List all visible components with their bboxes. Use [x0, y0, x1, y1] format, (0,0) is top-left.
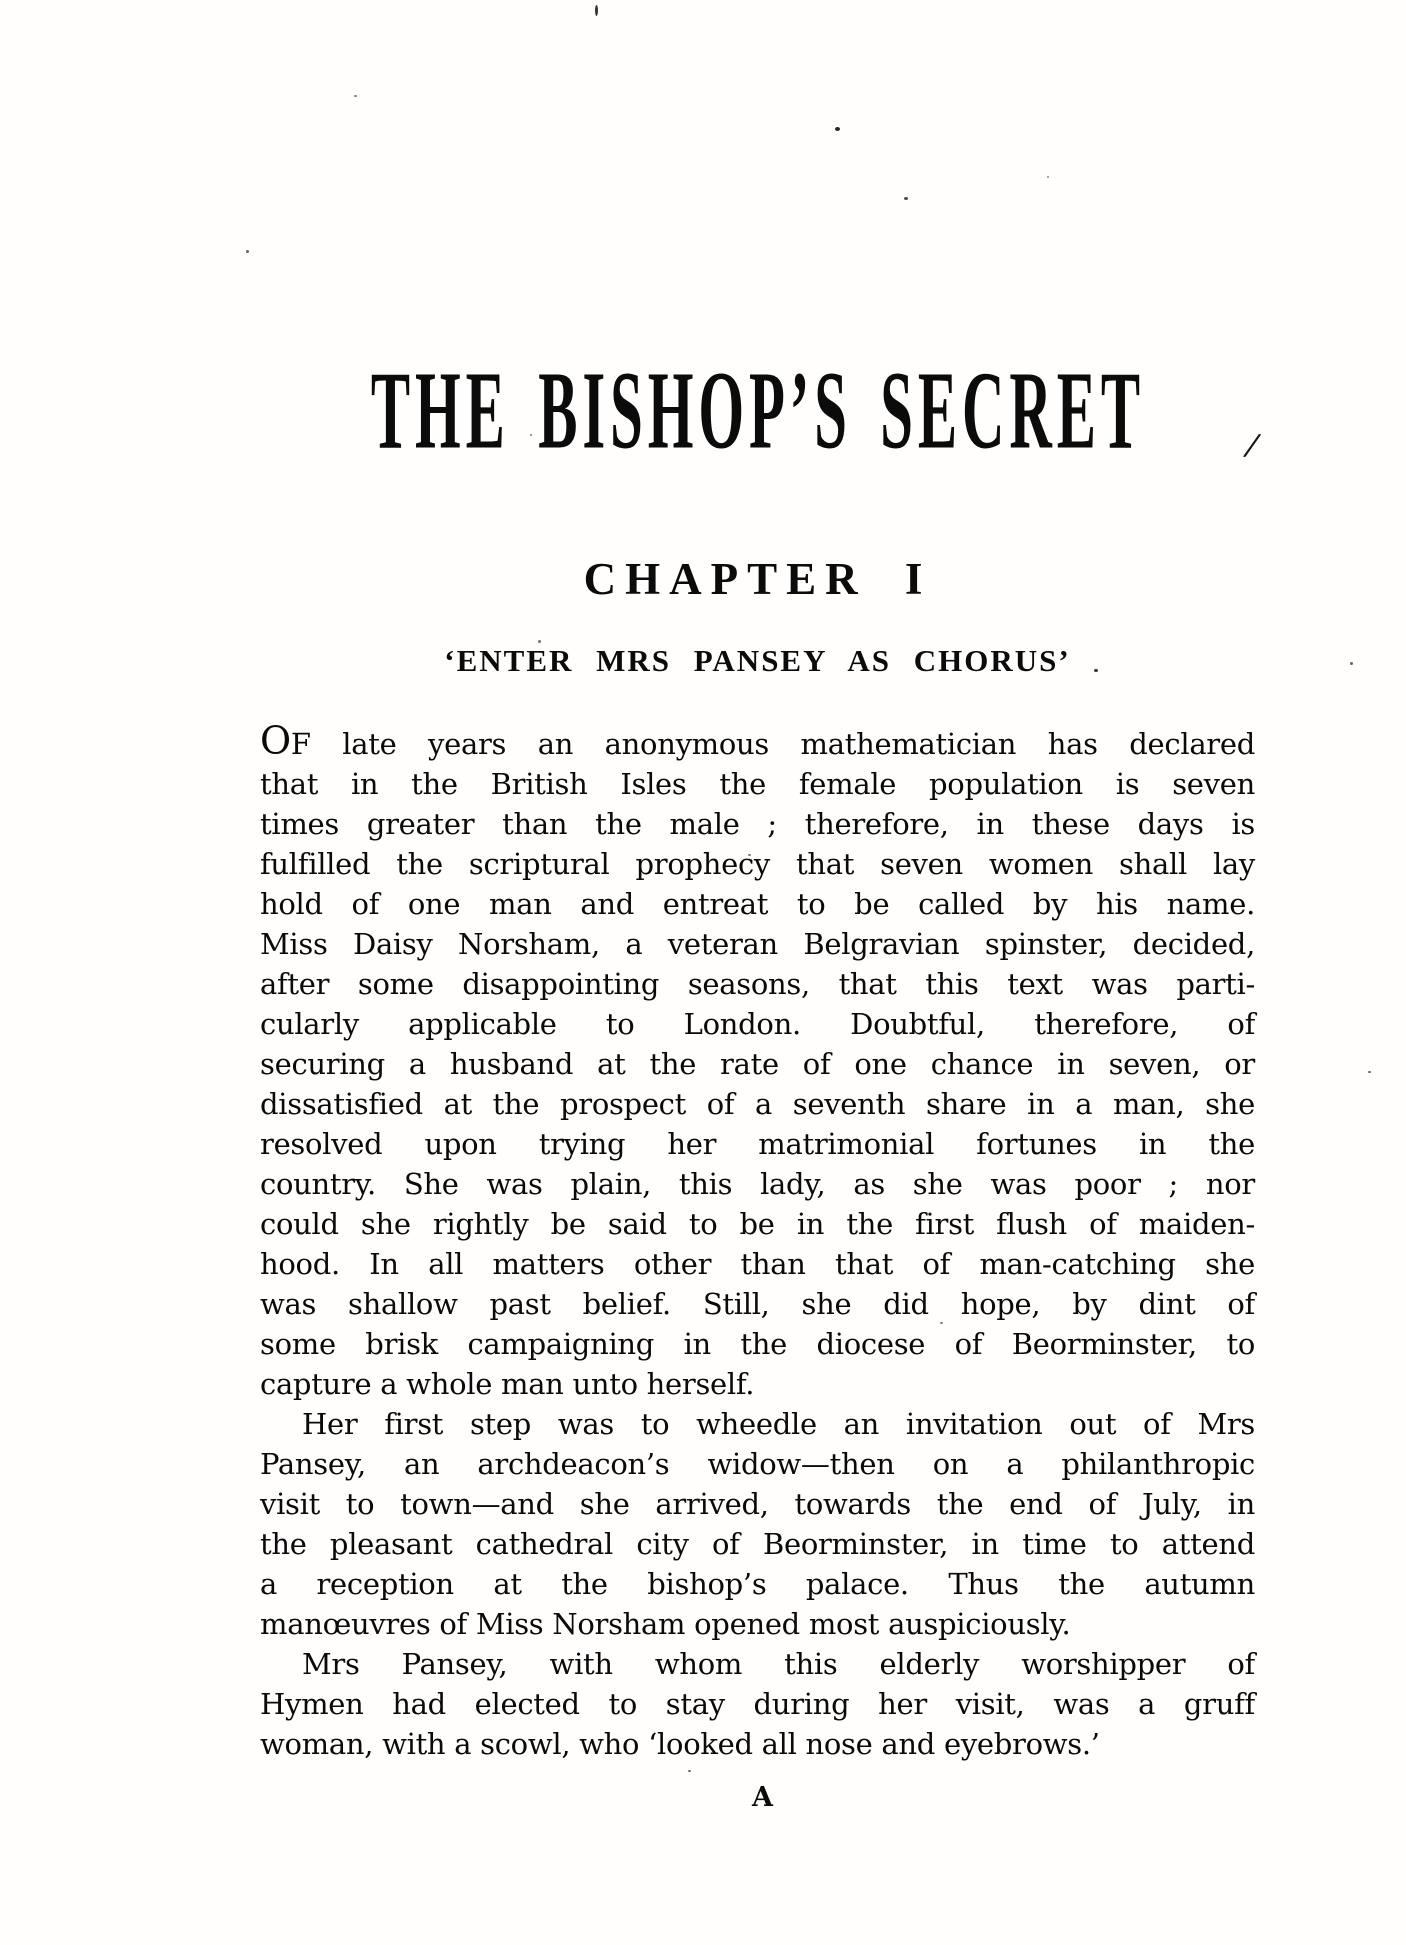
- chapter-subtitle: ‘ENTER MRS PANSEY AS CHORUS’: [444, 643, 1071, 678]
- text-line: hood. In all matters other than that of man-catching she: [260, 1247, 1255, 1281]
- text-line: Hymen had elected to stay during her visit, was a gruff: [260, 1687, 1255, 1721]
- text-line: could she rightly be said to be in the first flush of maiden-: [260, 1207, 1255, 1241]
- text-line: times greater than the male ; therefore, in these days is: [260, 807, 1255, 841]
- book-title-text: THE BISHOP’S SECRET: [370, 349, 1145, 472]
- text-line: hold of one man and entreat to be called by his name.: [260, 887, 1255, 921]
- text-line: manœuvres of Miss Norsham opened most auspiciously.: [260, 1607, 1071, 1641]
- text-line: visit to town—and she arrived, towards the end of July, in: [260, 1487, 1255, 1521]
- text-line: cularly applicable to London. Doubtful, therefore, of: [260, 1007, 1255, 1041]
- scan-speck: [1047, 176, 1049, 178]
- chapter-heading: CHAPTER I: [583, 554, 932, 604]
- printer-signature-mark: A: [752, 1782, 773, 1813]
- text-line: securing a husband at the rate of one chance in seven, or: [260, 1047, 1255, 1081]
- text-line: capture a whole man unto herself.: [260, 1367, 755, 1401]
- stray-pen-mark: /: [1244, 427, 1260, 464]
- text-line: some brisk campaigning in the diocese of Beorminster, to: [260, 1327, 1255, 1361]
- paragraph-first-step: [260, 1404, 1255, 1644]
- scan-speck: [354, 95, 357, 97]
- scan-speck: [1368, 1071, 1371, 1073]
- text-line: country. She was plain, this lady, as she was poor ; nor: [260, 1167, 1255, 1201]
- scan-speck: [595, 5, 598, 16]
- text-line: dissatisfied at the prospect of a seventh share in a man, she: [260, 1087, 1255, 1121]
- text-line: Pansey, an archdeacon’s widow—then on a philanthropic: [260, 1447, 1255, 1481]
- text-line: a reception at the bishop’s palace. Thus the autumn: [260, 1567, 1255, 1601]
- text-line: after some disappointing seasons, that this text was parti-: [260, 967, 1255, 1001]
- scan-speck: [835, 127, 840, 131]
- text-line: was shallow past belief. Still, she did hope, by dint of: [260, 1287, 1255, 1321]
- text-line: Miss Daisy Norsham, a veteran Belgravian spinster, decided,: [260, 927, 1255, 961]
- text-line: OF late years an anonymous mathematician has declared: [260, 719, 1255, 763]
- scan-speck: [904, 197, 908, 200]
- scan-speck: [688, 1770, 691, 1772]
- text-line: that in the British Isles the female population is seven: [260, 767, 1255, 801]
- scan-speck: [1350, 662, 1353, 665]
- text-line: resolved upon trying her matrimonial fortunes in the: [260, 1127, 1255, 1161]
- scan-speck: [246, 250, 249, 253]
- book-title: [260, 349, 1255, 472]
- text-line: the pleasant cathedral city of Beorminster, in time to attend: [260, 1527, 1255, 1561]
- text-line: fulfilled the scriptural prophecy that seven women shall lay: [260, 847, 1255, 881]
- paragraph-mrs-pansey: [260, 1644, 1255, 1764]
- text-line: Her first step was to wheedle an invitation out of Mrs: [302, 1407, 1255, 1441]
- text-line: Mrs Pansey, with whom this elderly worshipper of: [302, 1647, 1255, 1681]
- paragraph-opening: [260, 719, 1255, 1404]
- text-line: woman, with a scowl, who ‘looked all nose and eyebrows.’: [260, 1727, 1100, 1761]
- body-text: [260, 719, 1255, 1764]
